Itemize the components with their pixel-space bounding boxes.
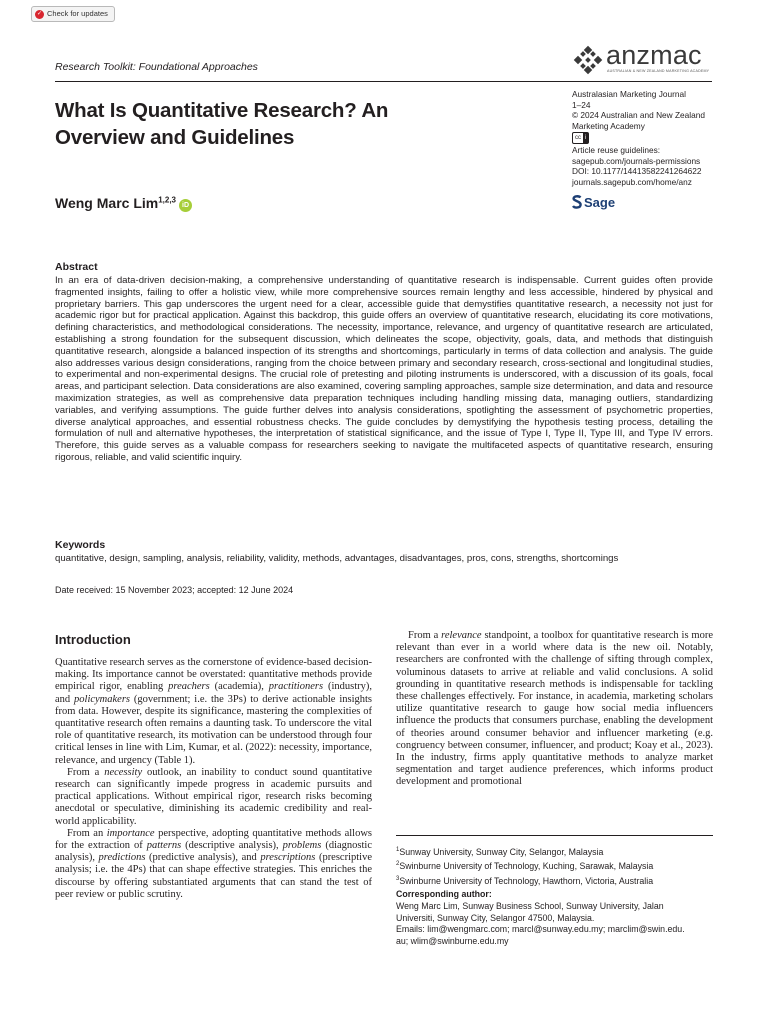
abstract-text: In an era of data-driven decision-making, a comprehensive understanding of quantitative research is indispensable. Current guides often provide fragmented insights, failing to offer a holistic view, while more comprehensive sources remain lengthy and less accessible, hindered by physical and proprietary barriers. This gap underscores the urgent need for a clear, accessible guide that demystifies quantitative research, a necessity not just for academic rigor but for practical application. Against this backdrop, this guide offers an overview of quantitative research, elucidating its core motivations, defining characteristics, and methodological considerations. The necessity, importance, relevance, and urgency of quantitative research are articulated, establishing a strong foundation for the subsequent discussion, which delineates the scope, objectivity, goals, data, and methods that distinguish quantitative research, alongside a balanced inspection of its strengths and shortcomings, particularly in terms of data collection and analysis. The guide also addresses various design considerations, ranging from the choice between primary and secondary research, cross-sectional and longitudinal studies, to experimental and non-experimental designs. The crucial role of pretesting and piloting instruments is underscored, with a discussion of its goals, focal areas, and participant selection. Data considerations are also examined, covering sampling approaches, sample size determination, and data and resource maximization strategies, as well as comprehensive data preparation techniques including handling missing data, managing outliers, standardizing variables, and verifying assumptions. The guide further delves into analysis considerations, spotlighting the assessment of psychometric properties, diverse analytical approaches, and essential robustness checks. The guide concludes by demystifying the hypothesis testing process, detailing the formulation of null and alternative hypotheses, the interpretation of statistical significance, and the issue of Type I, Type II, Type III, and Type IV errors. Therefore, this guide serves as a valuable compass for researchers seeking to navigate the multifaceted aspects of quantitative research, ensuring rigorous, reliable, and valid scientific inquiry. [55, 275, 713, 463]
affiliation-item: $^1$Sunway University, Sunway City, Selangor, Malaysia [396, 846, 604, 857]
article-category: Research Toolkit: Foundational Approaches [55, 61, 258, 73]
keywords-text: quantitative, design, sampling, analysis, reliability, validity, methods, advantages, disadvantages, pros, cons, strengths, shortcomings [55, 553, 619, 564]
affiliation-item: $^2$Swinburne University of Technology, Kuching, Sarawak, Malaysia [396, 861, 654, 872]
paragraph: Quantitative research serves as the cornerstone of evidence-based decision-making. Its importance cannot be overstated: quantitative methods provide empirical rigor, enabling preachers (academia), practitioners (industry), and policymakers (government; i.e. the 3Ps) to derive actionable insights from data. However, despite its significance, mastering the complexities of quantitative research often remains a daunting task. To underscore the vital role of quantitative research, its motivation can be understood through four critical lenses in line with Lim, Kumar, et al. (2022): necessity, importance, relevance, and urgency (Table 1). [55, 657, 372, 766]
page-range: 1–24 [572, 99, 591, 110]
paragraph: From a relevance standpoint, a toolbox for quantitative research is more relevant than ever in a world where data is the new oil. Notably, researchers are confronted with the challenge of sifting through complex, voluminous datasets to arrive at reliable and valid conclusions. A solid grounding in quantitative research methods is indispensable for tackling these challenges effectively. For instance, in academia, marketing scholars utilize quantitative research to gauge how social media influencers influence the products that consumers purchase, enabling the development of theories around consumer behavior and influencer marketing (e.g. congruency between consumer, influencer, and product; Koay et al., 2023). In the industry, firms apply quantitative methods to analyze market segmentation and target audience preferences, which informs product development and promotional [396, 630, 713, 788]
journal-url-link[interactable]: journals.sagepub.com/home/anz [572, 176, 692, 187]
publisher-name: Sage [584, 195, 616, 210]
cc-right: i [585, 135, 587, 141]
author-name[interactable]: Weng Marc Lim [55, 195, 159, 211]
article-title: What Is Quantitative Research? An Overview and Guidelines [55, 99, 389, 149]
sage-logo-icon [572, 195, 582, 209]
check-for-updates-label: Check for updates [47, 9, 108, 18]
introduction-heading: Introduction [55, 632, 131, 647]
journal-meta [572, 89, 722, 187]
permissions-link[interactable]: sagepub.com/journals-permissions [572, 155, 701, 166]
anzmac-logo-icon [572, 44, 604, 76]
doi-link[interactable]: DOI: 10.1177/14413582241264622 [572, 166, 702, 176]
logo-subtitle: AUSTRALIAN & NEW ZEALAND MARKETING ACADEMY [607, 69, 710, 73]
paragraph: From a necessity outlook, an inability to conduct sound quantitative research can significantly impede progress in academic pursuits and practical applications. Without empirical rigor, research risks becoming anecdotal or speculative, diminishing its academic credibility and real-world applicability. [55, 766, 372, 827]
body-column-left [55, 657, 372, 901]
copyright-line-1: © 2024 Australian and New Zealand [572, 110, 705, 120]
affiliations [396, 844, 713, 887]
header-divider [55, 81, 712, 82]
date-received: Date received: 15 November 2023; accepted: 12 June 2024 [55, 585, 294, 595]
keywords-heading: Keywords [55, 539, 106, 551]
reuse-guidelines-label: Article reuse guidelines: [572, 145, 661, 155]
journal-name: Australasian Marketing Journal [572, 89, 686, 99]
body-column-right [396, 630, 713, 789]
check-for-updates-button[interactable] [31, 6, 115, 22]
paragraph: From an importance perspective, adopting quantitative methods allows for the extraction of patterns (descriptive analysis), problems (diagnostic analysis), predictions (predictive analysis), and prescriptions (prescriptive analysis; i.e. the 4Ps) that can shape effective strategies. This enriches the discourse by offering substantiated arguments that can stand the test of peer review or public scrutiny. [55, 827, 373, 900]
corresponding-emails[interactable]: au; wlim@swinburne.edu.my [396, 936, 509, 947]
orcid-icon[interactable]: iD [179, 199, 192, 212]
author-line [55, 195, 192, 212]
logo-wordmark: anzmac [606, 40, 702, 70]
crossmark-icon: ✓ [36, 10, 43, 17]
copyright-line-2: Marketing Academy [572, 120, 645, 131]
publisher-logo[interactable] [572, 195, 615, 210]
abstract-heading: Abstract [55, 261, 98, 273]
corresponding-line: Weng Marc Lim, Sunway Business School, Sunway University, Jalan [396, 900, 664, 911]
creative-commons-icon[interactable] [572, 132, 589, 144]
affiliation-item: $^3$Swinburne University of Technology, Hawthorn, Victoria, Australia [396, 875, 654, 886]
cc-left: cc [575, 135, 581, 141]
author-affiliation-marks: 1,2,3 [158, 195, 176, 205]
corresponding-line: Universiti, Sunway City, Selangor 47500, Malaysia. [396, 912, 595, 923]
footnote-divider [396, 835, 713, 836]
corresponding-heading: Corresponding author: [396, 889, 492, 899]
corresponding-emails[interactable]: Emails: lim@wengmarc.com; marcl@sunway.edu.my; marclim@swin.edu. [396, 924, 685, 935]
journal-logo[interactable] [572, 40, 712, 80]
corresponding-author [396, 889, 713, 948]
